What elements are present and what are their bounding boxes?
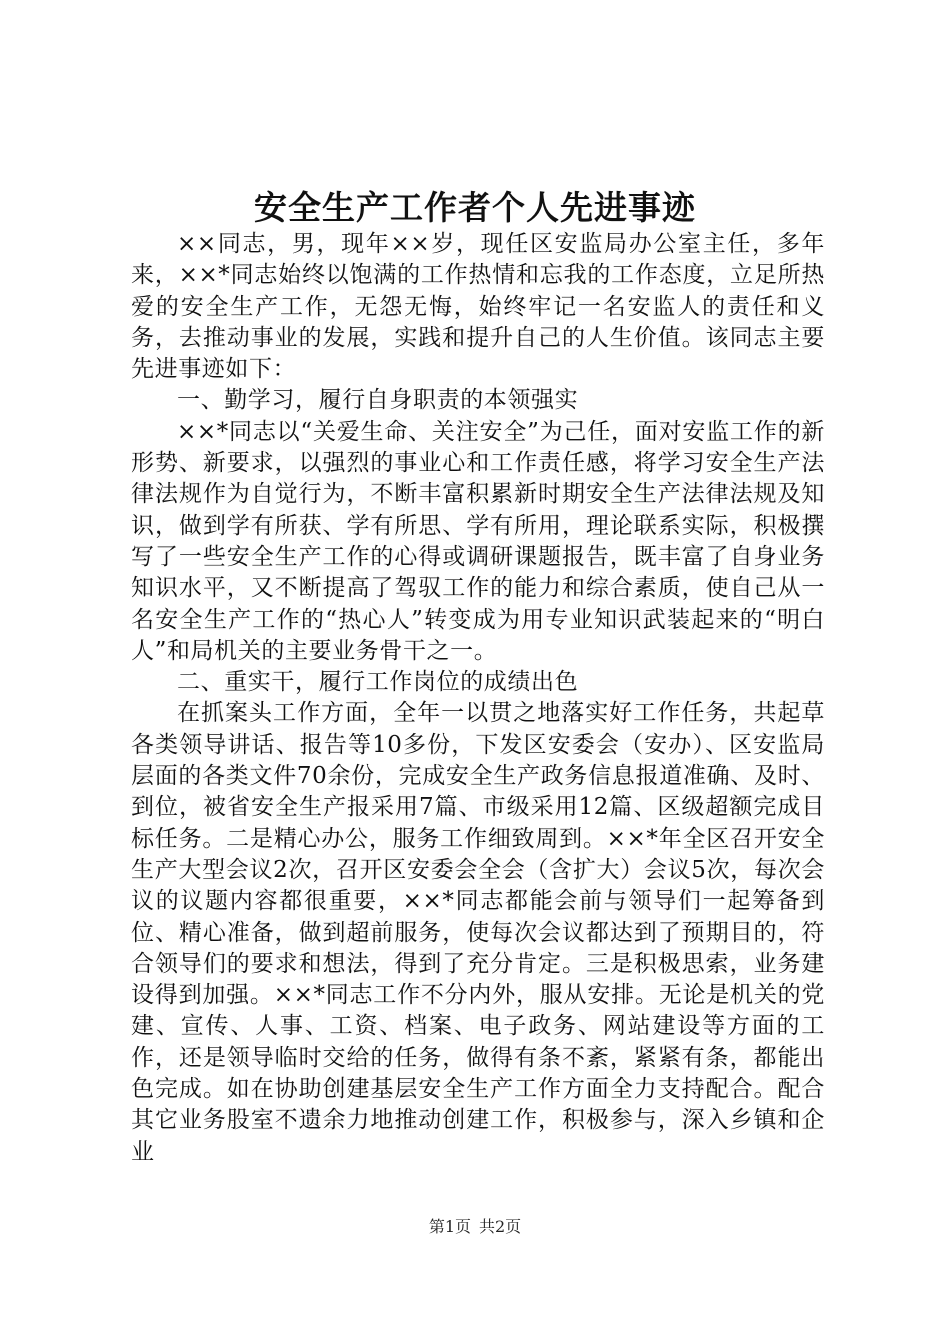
section-heading-1: 一、勤学习，履行自身职责的本领强实	[177, 387, 579, 414]
intro-paragraph: ××同志，男，现年××岁，现任区安监局办公室主任，多年来，××*同志始终以饱满的工作热情和忘我的工作态度，立足所热爱的安全生产工作，无怨无悔，始终牢记一名安监人的责任和义务，去推动事业的发展，实践和提升自己的人生价值。该同志主要先进事迹如下：	[131, 231, 825, 383]
page-number: 第1页	[428, 1217, 471, 1236]
page-total: 共2页	[479, 1217, 522, 1236]
document-title: 安全生产工作者个人先进事迹	[254, 188, 696, 227]
section-heading-2: 二、重实干，履行工作岗位的成绩出色	[177, 669, 579, 696]
section-2-paragraph: 在抓案头工作方面，全年一以贯之地落实好工作任务，共起草各类领导讲话、报告等10多份，下发区安委会（安办）、区安监局层面的各类文件70余份，完成安全生产政务信息报道准确、及时、到位，被省安全生产报采用7篇、市级采用12篇、区级超额完成目标任务。二是精心办公，服务工作细致周到。××*年全区召开安全生产大型会议2次，召开区安委会全会（含扩大）会议5次，每次会议的议题内容都很重要，××*同志都能会前与领导们一起筹备到位、精心准备，做到超前服务，使每次会议都达到了预期目的，符合领导们的要求和想法，得到了充分肯定。三是积极思索，业务建设得到加强。××*同志工作不分内外，服从安排。无论是机关的党建、宣传、人事、工资、档案、电子政务、网站建设等方面的工作，还是领导临时交给的任务，做得有条不紊，紧紧有条，都能出色完成。如在协助创建基层安全生产工作方面全力支持配合。配合其它业务股室不遗余力地推动创建工作，积极参与，深入乡镇和企业	[131, 700, 825, 1165]
section-1-paragraph: ××*同志以“关爱生命、关注安全”为己任，面对安监工作的新形势、新要求，以强烈的事业心和工作责任感，将学习安全生产法律法规作为自觉行为，不断丰富积累新时期安全生产法律法规及知识，做到学有所获、学有所思、学有所用，理论联系实际，积极撰写了一些安全生产工作的心得或调研课题报告，既丰富了自身业务知识水平，又不断提高了驾驭工作的能力和综合素质，使自己从一名安全生产工作的“热心人”转变成为用专业知识武装起来的“明白人”和局机关的主要业务骨干之一。	[131, 418, 825, 664]
document-body	[131, 229, 825, 1168]
page-footer	[0, 1216, 950, 1238]
